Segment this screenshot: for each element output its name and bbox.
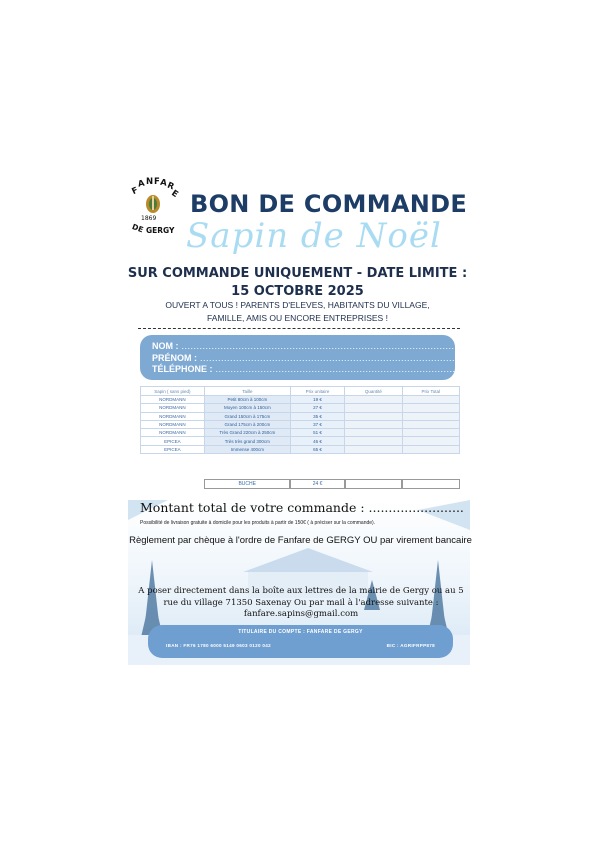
- buche-quantity[interactable]: [345, 479, 403, 489]
- svg-text:A: A: [137, 178, 146, 190]
- svg-text:E: E: [169, 188, 180, 200]
- tree-size: Immense 400cm: [204, 445, 290, 453]
- dropoff-instructions: A poser directement dans la boîte aux lettres de la mairie de Gergy ou au 5 rue du village 71350 Saxenay Ou par mail à l'adresse suivante : fanfare.sapins@gmail.com: [138, 586, 464, 619]
- col-header-size: Taille: [204, 387, 290, 396]
- fanfare-logo: [128, 178, 178, 234]
- quantity-cell[interactable]: [345, 445, 402, 453]
- payment-instructions: Règlement par chèque à l'ordre de Fanfare de GERGY OU par virement bancaire: [129, 535, 472, 546]
- customer-info-box: [140, 335, 546, 380]
- tree-size: Grand 150cm à 175cm: [204, 412, 290, 420]
- buche-total[interactable]: [402, 479, 460, 489]
- table-header-row: [141, 387, 460, 396]
- total-cell[interactable]: [402, 412, 459, 420]
- col-header-quantity: Quantité: [345, 387, 402, 396]
- svg-text:DE: DE: [130, 222, 145, 235]
- order-table: [140, 386, 460, 454]
- deadline-date: 15 OCTOBRE 2025: [231, 284, 364, 299]
- svg-text:1869: 1869: [141, 215, 157, 222]
- audience-note: OUVERT A TOUS ! PARENTS D'ELEVES, HABITANTS DU VILLAGE, FAMILLE, AMIS OU ENCORE ENTREPRISES !: [165, 300, 430, 323]
- delivery-note: Possibilité de livraison gratuite à domicile pour les produits à partir de 150€ ( à préciser sur la commande).: [140, 520, 376, 526]
- table-row: [141, 445, 460, 453]
- buche-row: [140, 479, 460, 489]
- table-row: [141, 429, 460, 437]
- tree-size: Petit 80cm à 100cm: [204, 396, 290, 404]
- table-row: [141, 420, 460, 428]
- total-cell[interactable]: [402, 445, 459, 453]
- tree-size: Grand 175cm à 200cm: [204, 420, 290, 428]
- tree-type: NORDMANN: [141, 420, 205, 428]
- total-cell[interactable]: [402, 420, 459, 428]
- tree-type: EPICEA: [141, 437, 205, 445]
- table-row: [141, 437, 460, 445]
- tree-type: NORDMANN: [141, 396, 205, 404]
- svg-text:F: F: [154, 177, 160, 187]
- svg-text:N: N: [146, 177, 154, 187]
- unit-price: 19 €: [290, 396, 344, 404]
- total-amount-line[interactable]: [140, 500, 464, 515]
- table-row: [141, 412, 460, 420]
- col-header-unit-price: Prix unitaire: [290, 387, 344, 396]
- tree-type: NORDMANN: [141, 429, 205, 437]
- total-cell[interactable]: [402, 437, 459, 445]
- page-title: BON DE COMMANDE: [190, 190, 468, 218]
- tree-size: Très Grand 220cm à 250cm: [204, 429, 290, 437]
- lyre-icon: [128, 178, 178, 234]
- buche-price: 24 €: [290, 479, 344, 489]
- total-cell[interactable]: [402, 396, 459, 404]
- col-header-tree: Sapin ( sans pied): [141, 387, 205, 396]
- quantity-cell[interactable]: [345, 396, 402, 404]
- unit-price: 35 €: [290, 412, 344, 420]
- quantity-cell[interactable]: [345, 420, 402, 428]
- name-label: NOM :: [152, 341, 179, 351]
- svg-text:F: F: [130, 185, 140, 198]
- name-field[interactable]: NOM : .........................................................................................................................: [152, 341, 545, 351]
- unit-price: 51 €: [290, 429, 344, 437]
- unit-price: 65 €: [290, 445, 344, 453]
- unit-price: 37 €: [290, 420, 344, 428]
- total-cell[interactable]: [402, 429, 459, 437]
- quantity-cell[interactable]: [345, 437, 402, 445]
- total-label: Montant total de votre commande :: [140, 500, 365, 515]
- unit-price: 46 €: [290, 437, 344, 445]
- cut-line: [138, 328, 460, 329]
- phone-label: TÉLÉPHONE :: [152, 364, 213, 374]
- svg-text:R: R: [165, 180, 176, 193]
- deadline-notice: SUR COMMANDE UNIQUEMENT - DATE LIMITE :: [127, 266, 468, 281]
- table-row: [141, 404, 460, 412]
- svg-text:GERGY: GERGY: [146, 226, 175, 235]
- bank-details-box: [148, 625, 453, 658]
- tree-type: EPICEA: [141, 445, 205, 453]
- account-holder: TITULAIRE DU COMPTE : FANFARE DE GERGY: [238, 629, 363, 635]
- firstname-label: PRÉNOM :: [152, 352, 197, 363]
- tree-type: NORDMANN: [141, 412, 205, 420]
- total-cell[interactable]: [402, 404, 459, 412]
- firstname-field[interactable]: PRÉNOM : ...................................................................................................................: [152, 352, 546, 363]
- svg-text:A: A: [159, 177, 168, 189]
- page-subtitle: Sapin de Noël: [186, 216, 442, 256]
- quantity-cell[interactable]: [345, 404, 402, 412]
- bic: BIC : AGRIFRPP878: [386, 643, 435, 648]
- col-header-total: Prix Total: [402, 387, 459, 396]
- total-dots: ........................: [368, 500, 464, 515]
- tree-type: NORDMANN: [141, 404, 205, 412]
- unit-price: 27 €: [290, 404, 344, 412]
- iban: IBAN : FR76 1780 6000 5149 0603 0120 042: [166, 643, 271, 648]
- buche-label: BUCHE: [204, 479, 290, 489]
- table-row: [141, 396, 460, 404]
- tree-size: Moyen 100cm à 150cm: [204, 404, 290, 412]
- tree-size: Très très grand 300cm: [204, 437, 290, 445]
- phone-field[interactable]: TÉLÉPHONE : ..............................................................................................................: [152, 364, 546, 374]
- quantity-cell[interactable]: [345, 429, 402, 437]
- quantity-cell[interactable]: [345, 412, 402, 420]
